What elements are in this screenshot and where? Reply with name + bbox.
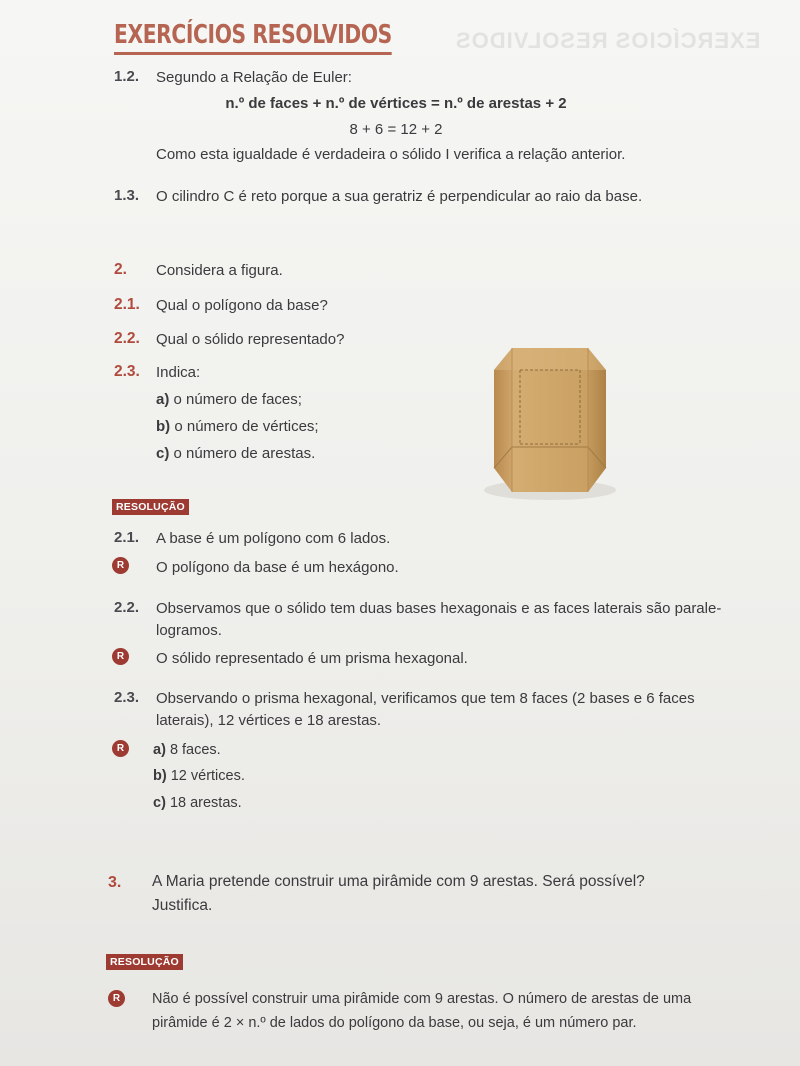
- exercise-3-line1: A Maria pretende construir uma pirâmide com 9 arestas. Será possível?: [152, 873, 645, 890]
- resolution-badge-1: RESOLUÇÃO: [112, 499, 189, 515]
- item-text-c: o número de arestas.: [173, 445, 316, 462]
- question-number-2-1: 2.1.: [114, 296, 140, 313]
- exercise-number-2: 2.: [114, 261, 127, 278]
- question-2-3-b: [156, 415, 319, 438]
- resolution-2-2-answer: O sólido representado é um prisma hexagonal.: [156, 650, 468, 667]
- resolution-2-1-text: A base é um polígono com 6 lados.: [156, 530, 391, 547]
- resolution-number-2-2: 2.2.: [114, 599, 140, 616]
- euler-equation: 8 + 6 = 12 + 2: [349, 121, 443, 138]
- item-text-b: o número de vértices;: [174, 418, 319, 435]
- exercise-number-3: 3.: [108, 874, 122, 891]
- question-2-3-c: [156, 442, 315, 465]
- resolution-badge-2: RESOLUÇÃO: [106, 954, 183, 970]
- resolution-3-line1: Não é possível construir uma pirâmide com 9 arestas. O número de arestas de uma: [152, 991, 692, 1007]
- prism-top-base: [494, 348, 606, 370]
- question-number-2-2: 2.2.: [114, 330, 140, 347]
- answer-marker-icon: R: [108, 990, 125, 1007]
- resolution-2-3-line2: laterais), 12 vértices e 18 arestas.: [156, 712, 382, 729]
- resolution-answer-b: [153, 765, 245, 788]
- answer-text-b: 12 vértices.: [170, 768, 245, 784]
- answer-label-b: b): [153, 768, 167, 784]
- euler-formula: n.º de faces + n.º de vértices = n.º de arestas + 2: [225, 95, 567, 112]
- answer-text-c: 18 arestas.: [169, 795, 242, 811]
- resolution-2-3-line1: Observando o prisma hexagonal, verificamos que tem 8 faces (2 bases e 6 faces: [156, 690, 695, 707]
- resolution-2-2-line2: logramos.: [156, 622, 222, 639]
- page-title: EXERCÍCIOS RESOLVIDOS: [114, 20, 392, 55]
- answer-marker-icon: R: [112, 557, 129, 574]
- question-2-2: Qual o sólido representado?: [156, 331, 345, 348]
- resolution-number-2-3: 2.3.: [114, 689, 140, 706]
- answer-text-a: 8 faces.: [169, 742, 221, 758]
- item-label-c: c): [156, 445, 170, 462]
- question-2-3: Indica:: [156, 364, 201, 381]
- exercise-2-prompt: Considera a figura.: [156, 262, 283, 279]
- exercise-number-1-2: 1.2.: [114, 68, 140, 85]
- exercise-3-line2: Justifica.: [152, 897, 213, 914]
- question-2-3-a: [156, 388, 302, 411]
- item-label-a: a): [156, 391, 170, 408]
- resolution-answer-a: [153, 739, 221, 762]
- resolution-answer-c: [153, 792, 242, 815]
- answer-label-c: c): [153, 795, 166, 811]
- cylinder-statement: O cilindro C é reto porque a sua geratriz é perpendicular ao raio da base.: [156, 188, 643, 205]
- question-2-1: Qual o polígono da base?: [156, 297, 328, 314]
- item-text-a: o número de faces;: [173, 391, 302, 408]
- euler-conclusion: Como esta igualdade é verdadeira o sólido I verifica a relação anterior.: [156, 146, 626, 163]
- resolution-2-2-line1: Observamos que o sólido tem duas bases hexagonais e as faces laterais são parale-: [156, 600, 722, 617]
- bleed-through-text: EXERCÍCIOS RESOLVIDOS: [455, 28, 761, 53]
- resolution-number-2-1: 2.1.: [114, 529, 140, 546]
- answer-marker-icon: R: [112, 740, 129, 757]
- resolution-2-1-answer: O polígono da base é um hexágono.: [156, 559, 399, 576]
- exercise-number-1-3: 1.3.: [114, 187, 140, 204]
- hexagonal-prism-illustration: [480, 340, 620, 505]
- item-label-b: b): [156, 418, 171, 435]
- question-number-2-3: 2.3.: [114, 363, 140, 380]
- answer-marker-icon: R: [112, 648, 129, 665]
- resolution-3-line2: pirâmide é 2 × n.º de lados do polígono da base, ou seja, é um número par.: [152, 1015, 637, 1031]
- euler-intro: Segundo a Relação de Euler:: [156, 69, 352, 86]
- answer-label-a: a): [153, 742, 166, 758]
